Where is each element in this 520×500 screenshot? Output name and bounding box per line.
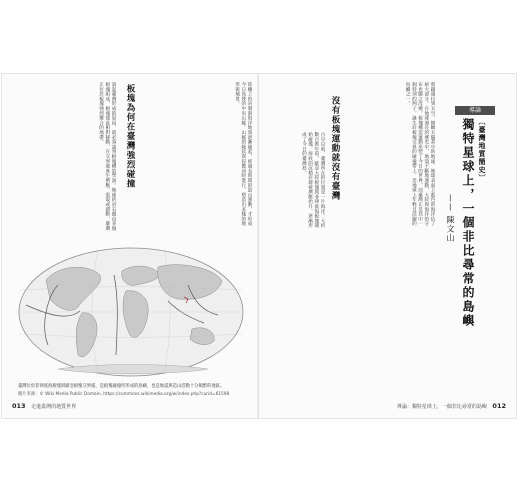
right-footer [397, 402, 506, 410]
book-spread [2, 74, 516, 418]
left-subhead: 板塊為何在臺灣強烈碰撞 [125, 84, 135, 189]
right-running-title: 導論：獨特星球上，一個非比尋常的島嶼 [396, 404, 487, 410]
left-body-text-2: 說起臺灣形成的原因，就必須談到板塊構造學說。地球的岩石圈由多個板塊組成，板塊彼此相對移動，在交界處產生擠壓、張裂或錯動，臺灣正位於板塊強烈聚合的地帶。 [98, 82, 116, 231]
left-body-text: 陸棚上的岩層與海洋地殼逐漸隆起，經過長時間的造山運動，才形成今日高聳的中央山脈。山脈的隆起與侵蝕同時進行，塑造出多樣的地形與地景。 [234, 82, 252, 226]
right-page-number: 012 [492, 402, 506, 410]
left-footer [12, 402, 76, 410]
article-title: 獨特星球上，一個非比尋常的島嶼 [461, 118, 475, 328]
left-page [2, 74, 259, 418]
article-author: —— 陳文山 [446, 194, 455, 243]
map-caption: 臺灣位於菲律賓海板塊與歐亞板塊交界處，是板塊碰撞所形成的島嶼，也是地震與造山活動十分頻繁的地區。 [18, 384, 225, 389]
world-plate-map [18, 245, 244, 379]
left-page-number: 013 [12, 402, 26, 410]
right-body-text: 將鏡頭拉到太空，俯瞰太陽系中的地球，地球表面上藍色的海洋佔了絕大部分。在地球漫長的歷史中，地殼不斷地運動，大陸與海洋的分布也隨之改變。板塊構造運動形塑了今日的世界，而臺灣正是其中一個特別的例子，誕生於板塊交界的碰撞帶上，是地球上年輕且活躍的島嶼之一。 [405, 82, 435, 226]
right-page [259, 74, 516, 418]
article-kicker: 〔臺灣地質簡史〕 [478, 118, 486, 182]
right-body-text-2: 古早以前，臺灣所在的位置是一片海洋。大約數百萬年前，歐亞大陸板塊與菲律賓海板塊開始碰撞，海底的沉積岩層被擠壓抬升，逐漸形成了今日的臺灣島。 [301, 132, 325, 228]
section-tag: 導論 [455, 106, 495, 115]
map-credit: 圖片來源：© Wiki Media Public Domain, https://commons.wikimedia.org/w/index.php?curid=61598 [18, 392, 230, 397]
right-subhead: 沒有板塊運動就沒有臺灣 [330, 96, 340, 201]
left-running-title: 走進臺灣的地質世界 [31, 404, 77, 410]
